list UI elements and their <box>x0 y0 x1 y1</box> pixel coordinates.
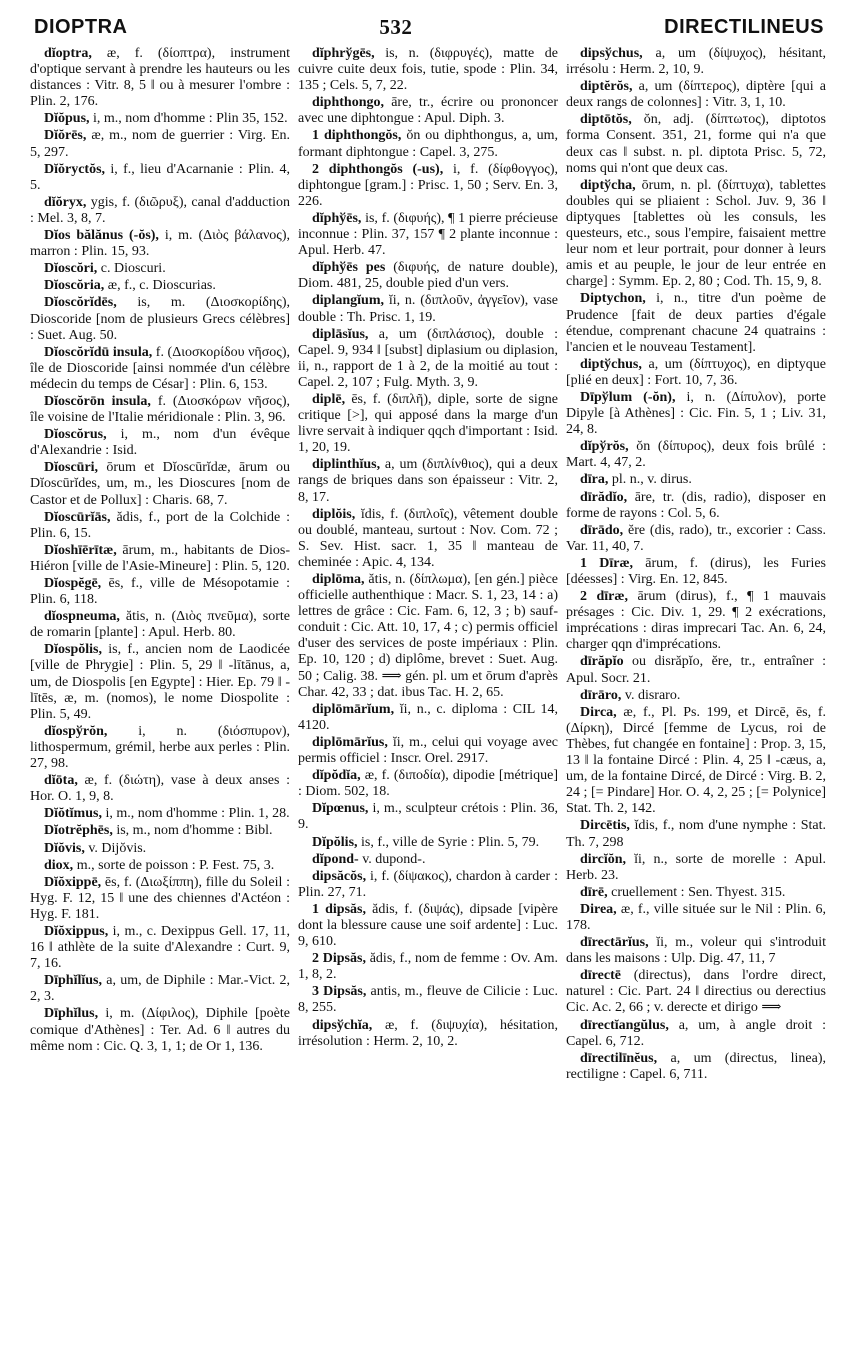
entry-headword: Dĭŏryctŏs, <box>44 161 106 177</box>
dictionary-entry <box>566 902 826 934</box>
dictionary-entry <box>566 178 826 291</box>
entry-definition: i, m., nom d'homme : Plin. 1, 28. <box>105 806 290 822</box>
entry-headword: dipsăcŏs, <box>312 868 367 884</box>
dictionary-entry <box>298 1018 558 1050</box>
entry-headword: 1 dipsăs, <box>312 901 366 917</box>
entry-headword: dīrectārĭus, <box>580 935 649 951</box>
entry-definition: ădis, f., nom de femme : Ov. Am. 1, 8, 2. <box>298 951 558 983</box>
dictionary-entry <box>30 543 290 575</box>
entry-definition: a, um (δίψυχος), hésitant, irrésolu : Herm. 2, 10, 9. <box>566 46 826 78</box>
entry-definition: æ, f., Pl. Ps. 199, et Dircē, ēs, f. (Δίρκη), Dircé [femme de Lycus, roi de Thèbes, fut changée en fontaine] : Prop. 3, 15, 13 ‖ la fontaine Dircé : Plin. 4, 25 ‖ -cæus, a, um, de la fontaine Dircé, de Dircé : Virg. B. 2, 24 ; [= Pindare] Hor. O. 4, 2, 25 ; [= Polynice] Stat. Th. 2, 142. <box>566 704 826 817</box>
dictionary-entry <box>566 523 826 555</box>
entry-definition: c. Dioscuri. <box>100 261 166 277</box>
dictionary-entry <box>566 79 826 111</box>
entry-headword: Dĭpŏlis, <box>312 834 358 850</box>
dictionary-entry <box>298 327 558 391</box>
dictionary-entry <box>30 111 290 127</box>
entry-definition: i, n. (Δίπυλον), porte Dipyle [à Athènes] : Cic. Fin. 5, 1 ; Liv. 31, 24, 8. <box>566 389 826 438</box>
entry-definition: ēs, f. (Διωξίππη), fille du Soleil : Hyg. F. 12, 15 ‖ une des chiennes d'Actéon : Hyg. F. 181. <box>30 874 290 922</box>
entry-headword: 2 dīræ, <box>580 589 628 605</box>
entry-headword: dĭphўēs, <box>312 210 362 226</box>
dictionary-entry <box>566 705 826 818</box>
entry-headword: diptĕrŏs, <box>580 79 633 95</box>
column-right <box>566 46 826 1340</box>
dictionary-entry <box>566 688 826 704</box>
entry-headword: 2 Dipsăs, <box>312 951 366 967</box>
entry-definition: i, f. (δίφθογγος), diphtongue [gram.] : Prisc. 1, 50 ; Serv. En. 3, 226. <box>298 161 558 209</box>
dictionary-entry <box>566 654 826 686</box>
entry-headword: dīrectĭangŭlus, <box>580 1017 669 1033</box>
dictionary-entry <box>566 46 826 78</box>
entry-headword: diplē, <box>312 391 346 407</box>
entry-headword: dĭospўrŏn, <box>44 723 108 739</box>
dictionary-entry <box>30 510 290 542</box>
entry-headword: Dĭŏvis, <box>44 840 85 856</box>
entry-definition: ōrum et Dĭoscūrĭdæ, ārum ou Dĭoscūrĭdes, um, m., les Dioscures [nom de Castor et de Pollux] : Charis. 68, 7. <box>30 460 290 508</box>
entry-definition: ēs, f. (διπλῆ), diple, sorte de signe critique [>], qui apposé dans la marge d'un livre servait à indiquer qqch d'important : Isid. 1, 20, 19. <box>298 391 558 456</box>
entry-definition: ēs, f., ville de Mésopotamie : Plin. 6, 118. <box>30 576 290 608</box>
entry-headword: dĭospneuma, <box>44 609 120 625</box>
dictionary-entry <box>566 291 826 355</box>
entry-headword: Dĭpœnus, <box>312 801 369 817</box>
entry-definition: a, um, à angle droit : Capel. 6, 712. <box>566 1017 826 1049</box>
entry-headword: Dĭoscūrĭās, <box>44 509 111 525</box>
dictionary-entry <box>566 1051 826 1083</box>
entry-definition: antis, m., fleuve de Cilicie : Luc. 8, 255. <box>298 984 558 1016</box>
running-head-left: DIOPTRA <box>34 15 128 38</box>
dictionary-entry <box>566 472 826 488</box>
entry-headword: dīra, <box>580 472 609 488</box>
dictionary-entry <box>298 392 558 456</box>
entry-definition: ădis, f. (διψάς), dipsade [vipère dont la blessure cause une soif ardente] : Luc. 9, 610. <box>298 901 558 950</box>
entry-definition: cruellement : Sen. Thyest. 315. <box>611 884 786 900</box>
dictionary-entry <box>298 572 558 701</box>
entry-headword: Dĭŏxippē, <box>44 874 102 890</box>
entry-definition: æ, f. (διποδία), dipodie [métrique] : Diom. 502, 18. <box>298 768 558 800</box>
entry-definition: ou disrăpĭo, ĕre, tr., entraîner : Apul. Socr. 21. <box>566 654 826 686</box>
dictionary-entry <box>30 642 290 722</box>
entry-definition: æ, f., ville située sur le Nil : Plin. 6, 178. <box>566 901 826 933</box>
entry-headword: Dĭoshīērītæ, <box>44 542 117 558</box>
dictionary-entry <box>298 507 558 571</box>
dictionary-entry <box>30 427 290 459</box>
entry-definition: ĭdis, f. (διπλοΐς), vêtement double ou doublé, manteau, surtout : Nov. Com. 72 ; S. Sev. Hist. sacr. 1, 35 ‖ manteau de cheminée : Apic. 4, 134. <box>298 506 558 570</box>
entry-headword: dĭpond- <box>312 851 359 867</box>
entry-definition: f. (Διοσκόρων νῆσος), île voisine de l'Italie méridionale : Plin. 3, 96. <box>30 393 290 426</box>
dictionary-entry <box>298 260 558 292</box>
entry-headword: diplōmārĭus, <box>312 734 388 750</box>
entry-headword: dipsўchĭa, <box>312 1017 373 1033</box>
entry-definition: (directus), dans l'ordre direct, naturel : Cic. Part. 24 ‖ directius ou derectius Cic. Ac. 2, 66 ; v. derecte et dirigo ⟹ <box>566 968 826 1016</box>
entry-headword: diptўcha, <box>580 177 636 193</box>
entry-definition: i, m., nom d'homme : Plin 35, 152. <box>93 111 288 127</box>
page-header <box>34 12 824 42</box>
entry-definition: ĭi, m., voleur qui s'introduit dans les maisons : Ulp. Dig. 47, 11, 7 <box>566 935 826 967</box>
entry-headword: diptōtŏs, <box>580 112 632 128</box>
entry-headword: Dĭŏpus, <box>44 111 90 127</box>
entry-definition: a, um (δίπτερος), diptère [qui a deux rangs de colonnes] : Vitr. 3, 1, 10. <box>566 79 826 111</box>
entry-definition: is, m., nom d'homme : Bibl. <box>116 823 273 839</box>
entry-definition: æ, f. (δίοπτρα), instrument d'optique servant à prendre les hauteurs ou les distances : Vitr. 8, 5 ‖ ou à mesurer l'ombre : Plin. 2, 176. <box>30 46 290 110</box>
entry-definition: ōrum, n. pl. (δίπτυχα), tablettes doubles qui se pliaient : Schol. Juv. 9, 36 ‖ diptyques [tablettes où les consuls, les questeurs, etc., sous l'empire, faisaient mettre leur nom et leur portrait, pour donner à leurs amis et au peuple, le jour de leur entrée en charge] : Symm. Ep. 2, 80 ; Cod. Th. 15, 9, 8. <box>566 177 826 290</box>
entry-definition: i, n. (διόσπυρον), lithospermum, grémil, herbe aux perles : Plin. 27, 98. <box>30 723 290 772</box>
entry-definition: ĭdis, f., nom d'une nymphe : Stat. Th. 7, 298 <box>566 818 826 850</box>
entry-definition: v. Dijŏvis. <box>88 840 147 856</box>
entry-definition: m., sorte de poisson : P. Fest. 75, 3. <box>76 857 275 873</box>
entry-headword: dĭoptra, <box>44 46 92 61</box>
entry-headword: diplāsĭus, <box>312 326 369 342</box>
entry-definition: i, n., titre d'un poème de Prudence [fait de deux parties d'égale étendue, comprenant chacune 24 quatrains : l'ancien et le nouveau Testament]. <box>566 291 826 355</box>
entry-definition: ŏn (δίπυρος), deux fois brûlé : Mart. 4, 47, 2. <box>566 439 826 471</box>
entry-definition: a, um, de Diphile : Mar.-Vict. 2, 2, 3. <box>30 973 290 1005</box>
entry-headword: dīrectē <box>580 968 621 984</box>
entry-definition: v. dupond-. <box>362 851 426 867</box>
dictionary-entry <box>298 852 558 868</box>
entry-definition: ĭi, n., sorte de morelle : Apul. Herb. 23. <box>566 851 826 883</box>
dictionary-entry <box>30 924 290 972</box>
entry-definition: ătis, n. (δίπλωμα), [en gén.] pièce officielle authenthique : Macr. S. 1, 23, 14 : a) lettres de grâce : Cic. Fam. 6, 12, 3 ; b) sauf-conduit : Cic. Att. 10, 17, 4 ; c) permis officiel d'user des services de poste impériaux : Plin. Ep. 10, 120 ; d) diplôme, brevet : Suet. Aug. 50 ; Calig. 38. ⟹ gén. pl. um et ōrum d'après Char. 42, 33 ; dat. ibus Tac. H. 2, 65. <box>298 572 558 700</box>
entry-definition: is, f., ancien nom de Laodicée [ville de Phrygie] : Plin. 5, 29 ‖ -lītānus, a, um, de Diospolis [en Egypte] : Hier. Ep. 79 ‖ -lītēs, æ, m. (nomos), le nome Diospolite : Plin. 5, 49. <box>30 642 290 722</box>
entry-headword: Dĭotrĕphēs, <box>44 823 113 839</box>
dictionary-entry <box>298 869 558 901</box>
entry-definition: v. disraro. <box>624 687 681 703</box>
entry-definition: ătis, n. (Διὸς πνεῦμα), sorte de romarin [plante] : Apul. Herb. 80. <box>30 609 290 641</box>
dictionary-entry <box>298 46 558 94</box>
dictionary-entry <box>298 162 558 210</box>
entry-headword: Dĭoscŏrĭdū insula, <box>44 344 153 360</box>
dictionary-entry <box>30 228 290 260</box>
dictionary-entry <box>566 852 826 884</box>
entry-definition: a, um (διπλάσιος), double : Capel. 9, 934 ‖ [subst] diplasium ou diplasion, ii, n., rapport de 1 à 2, de la moitié au tout : Capel. 2, 107 ; Fulg. Myth. 3, 9. <box>298 326 558 390</box>
dictionary-entry <box>298 457 558 505</box>
entry-headword: Dĭoscŏrĭdēs, <box>44 295 117 311</box>
entry-definition: i, m., sculpteur crétois : Plin. 36, 9. <box>298 801 558 833</box>
entry-definition: āre, tr., écrire ou prononcer avec une diphtongue : Apul. Diph. 3. <box>298 95 558 127</box>
entry-headword: Dīpўlum (-ŏn), <box>580 389 676 405</box>
dictionary-entry <box>566 390 826 438</box>
entry-headword: diox, <box>44 857 74 873</box>
dictionary-entry <box>30 858 290 874</box>
dictionary-entry <box>30 724 290 772</box>
dictionary-entry <box>298 735 558 767</box>
entry-headword: diplinthĭus, <box>312 457 381 473</box>
entry-definition: (διφυής, de nature double), Diom. 481, 25, double pied d'un vers. <box>298 260 558 292</box>
dictionary-entry <box>298 211 558 259</box>
entry-definition: pl. n., v. dirus. <box>611 472 692 488</box>
dictionary-entry <box>30 278 290 294</box>
dictionary-entry <box>30 1006 290 1054</box>
dictionary-entry <box>566 885 826 901</box>
dictionary-entry <box>30 261 290 277</box>
dictionary-entry <box>298 984 558 1016</box>
entry-headword: diptўchus, <box>580 356 642 372</box>
entry-definition: i, m. (Δίφιλος), Diphile [poète comique d'Athènes] : Ter. Ad. 6 ‖ autres du même nom : Cic. Q. 3, 1, 1; de Or 1, 136. <box>30 1006 290 1054</box>
entry-definition: ŏn, adj. (δίπτωτος), diptotos forma Consent. 351, 21, forme qui n'a que deux cas ‖ subst. n. pl. diptota Prisc. 5, 72, noms qui n'ont que deux cas. <box>566 112 826 176</box>
entry-headword: diphthongo, <box>312 95 384 111</box>
entry-definition: ārum, m., habitants de Dios-Hiéron [ville de l'Asie-Mineure] : Plin. 5, 120. <box>30 542 290 574</box>
dictionary-entry <box>30 773 290 805</box>
entry-headword: dīrāro, <box>580 687 622 703</box>
dictionary-entry <box>566 490 826 522</box>
entry-headword: Dĭŏtĭmus, <box>44 806 102 822</box>
dictionary-entry <box>30 576 290 608</box>
dictionary-entry <box>30 841 290 857</box>
entry-headword: diplŏis, <box>312 506 356 522</box>
entry-headword: dīrectilīnĕus, <box>580 1050 658 1066</box>
entry-definition: ārum, f. (dirus), les Furies [déesses] : Virg. En. 12, 845. <box>566 555 826 587</box>
entry-definition: f. (Διοσκορίδου νῆσος), île de Dioscoride [ainsi nommée d'un célèbre médecin du temps de César] : Plin. 6, 153. <box>30 344 290 392</box>
dictionary-columns <box>30 46 826 1340</box>
dictionary-entry <box>566 357 826 389</box>
dictionary-entry <box>566 968 826 1016</box>
entry-headword: Direa, <box>580 901 617 917</box>
dictionary-entry <box>298 951 558 983</box>
entry-headword: Dĭoscūri, <box>44 460 99 476</box>
entry-headword: Dĭoscŏrus, <box>44 427 107 443</box>
dictionary-entry <box>30 295 290 343</box>
entry-definition: æ, f. (διψυχία), hésitation, irrésolution : Herm. 2, 10, 2. <box>298 1017 558 1049</box>
entry-definition: i, m., nom d'un évêque d'Alexandrie : Isid. <box>30 427 290 459</box>
dictionary-entry <box>298 128 558 160</box>
entry-headword: dĭphўēs pes <box>312 260 386 276</box>
page-number: 532 <box>379 14 413 39</box>
dictionary-entry <box>30 875 290 923</box>
dictionary-entry <box>30 973 290 1005</box>
entry-headword: 3 Dipsăs, <box>312 984 367 1000</box>
entry-headword: Diptychon, <box>580 291 646 307</box>
entry-headword: diplangĭum, <box>312 293 384 309</box>
entry-definition: i, f., lieu d'Acarnanie : Plin. 4, 5. <box>30 161 290 193</box>
entry-headword: dĭpŏdĭa, <box>312 768 361 784</box>
dictionary-entry <box>566 556 826 588</box>
dictionary-entry <box>566 439 826 471</box>
entry-definition: ŏn ou diphthongus, a, um, formant diphtongue : Capel. 3, 275. <box>298 128 558 160</box>
entry-headword: dĭŏryx, <box>44 194 87 210</box>
running-head-right: DIRECTILINEUS <box>664 15 824 38</box>
entry-headword: Dĭoscŏrōn insula, <box>44 393 151 409</box>
entry-headword: Dĭŏrēs, <box>44 128 87 144</box>
entry-definition: i, m. (Διὸς βάλανος), marron : Plin. 15, 93. <box>30 228 290 260</box>
dictionary-entry <box>30 609 290 641</box>
dictionary-entry <box>298 835 558 851</box>
entry-definition: a, um (directus, linea), rectiligne : Capel. 6, 711. <box>566 1050 826 1082</box>
entry-headword: diplōma, <box>312 572 365 587</box>
column-middle <box>298 46 558 1340</box>
dictionary-entry <box>30 394 290 426</box>
entry-definition: ĭi, m., celui qui voyage avec permis officiel : Inscr. Orel. 2917. <box>298 734 558 767</box>
entry-headword: dircĭŏn, <box>580 851 627 867</box>
dictionary-entry <box>566 589 826 653</box>
dictionary-entry <box>298 293 558 325</box>
dictionary-entry <box>30 162 290 194</box>
entry-definition: ygis, f. (διῶρυξ), canal d'adduction : Mel. 3, 8, 7. <box>30 194 290 226</box>
entry-headword: dĭpўrŏs, <box>580 439 629 455</box>
entry-headword: diplōmārĭum, <box>312 701 395 717</box>
entry-headword: Dĭoscŏri, <box>44 261 98 277</box>
entry-definition: ădis, f., port de la Colchide : Plin. 6, 15. <box>30 509 290 541</box>
entry-headword: dīrē, <box>580 884 608 900</box>
entry-headword: Dirca, <box>580 704 617 720</box>
entry-headword: Dĭŏxippus, <box>44 923 109 939</box>
entry-definition: ĕre (dis, rado), tr., excorier : Cass. Var. 11, 40, 7. <box>566 522 826 554</box>
entry-headword: dipsўchus, <box>580 46 643 61</box>
entry-definition: āre, tr. (dis, radio), disposer en forme de rayons : Col. 5, 6. <box>566 489 826 521</box>
entry-headword: Dīphĭlĭus, <box>44 973 102 989</box>
dictionary-entry <box>298 902 558 950</box>
entry-definition: æ, f., c. Dioscurias. <box>107 278 216 294</box>
entry-headword: dīrăpĭo <box>580 654 624 670</box>
dictionary-entry <box>566 935 826 967</box>
entry-definition: is, f., ville de Syrie : Plin. 5, 79. <box>361 834 540 850</box>
entry-definition: i, m., c. Dexippus Gell. 17, 11, 16 ‖ athlète de la suite d'Alexandre : Curt. 9, 7, 16. <box>30 923 290 972</box>
entry-headword: dīrādo, <box>580 522 624 538</box>
entry-headword: Dĭoscŏria, <box>44 278 105 294</box>
dictionary-entry <box>30 823 290 839</box>
dictionary-entry <box>566 1018 826 1050</box>
dictionary-entry <box>566 112 826 176</box>
dictionary-entry <box>30 345 290 393</box>
entry-headword: Dĭospĕgē, <box>44 576 102 591</box>
dictionary-entry <box>30 806 290 822</box>
entry-headword: dĭphrўgēs, <box>312 46 375 61</box>
column-left <box>30 46 290 1340</box>
entry-definition: ārum (dirus), f., ¶ 1 mauvais présages : Cic. Div. 1, 29. ¶ 2 exécrations, imprécations : diras imprecari Tac. An. 6, 24, charger qqn d'imprécations. <box>566 589 826 653</box>
entry-definition: is, f. (διφυής), ¶ 1 pierre précieuse inconnue : Plin. 37, 157 ¶ 2 plante inconnue : Apul. Herb. 47. <box>298 210 558 259</box>
dictionary-entry <box>30 128 290 160</box>
entry-headword: Dĭospŏlis, <box>44 642 102 658</box>
dictionary-entry <box>298 702 558 734</box>
dictionary-entry <box>30 195 290 227</box>
entry-definition: ĭi, n. (διπλοῦν, ἀγγεῖον), vase double : Th. Prisc. 1, 19. <box>298 293 558 325</box>
dictionary-entry <box>566 818 826 850</box>
entry-definition: a, um (διπλίνθιος), qui a deux rangs de briques dans son épaisseur : Vitr. 2, 8, 17. <box>298 457 558 505</box>
entry-definition: is, m. (Διοσκορίδης), Dioscoride [nom de plusieurs Grecs célèbres] : Suet. Aug. 50. <box>30 295 290 343</box>
dictionary-entry <box>298 95 558 127</box>
dictionary-entry <box>298 801 558 833</box>
entry-headword: 2 diphthongŏs (-us), <box>312 161 444 177</box>
dictionary-entry <box>30 460 290 508</box>
dictionary-entry <box>298 768 558 800</box>
entry-headword: Dircētis, <box>580 818 630 834</box>
entry-definition: a, um (δίπτυχος), en diptyque [plié en deux] : Fort. 10, 7, 36. <box>566 356 826 388</box>
entry-headword: Dĭos bălănus (-ŏs), <box>44 228 159 244</box>
entry-headword: 1 Dīræ, <box>580 555 634 571</box>
entry-definition: is, n. (διφρυγές), matte de cuivre cuite deux fois, tutie, spode : Plin. 34, 135 ; Cels. 5, 7, 22. <box>298 46 558 94</box>
entry-headword: Dīphĭlus, <box>44 1006 99 1022</box>
dictionary-entry <box>30 46 290 110</box>
entry-headword: dīrădĭo, <box>580 489 628 505</box>
entry-headword: dĭōta, <box>44 773 78 789</box>
entry-definition: ĭi, n., c. diploma : CIL 14, 4120. <box>298 701 558 733</box>
entry-definition: i, f. (δίψακος), chardon à carder : Plin. 27, 71. <box>298 868 558 900</box>
entry-definition: æ, f. (διώτη), vase à deux anses : Hor. O. 1, 9, 8. <box>30 773 290 805</box>
entry-headword: 1 diphthongŏs, <box>312 128 402 144</box>
entry-definition: æ, m., nom de guerrier : Virg. En. 5, 297. <box>30 128 290 160</box>
